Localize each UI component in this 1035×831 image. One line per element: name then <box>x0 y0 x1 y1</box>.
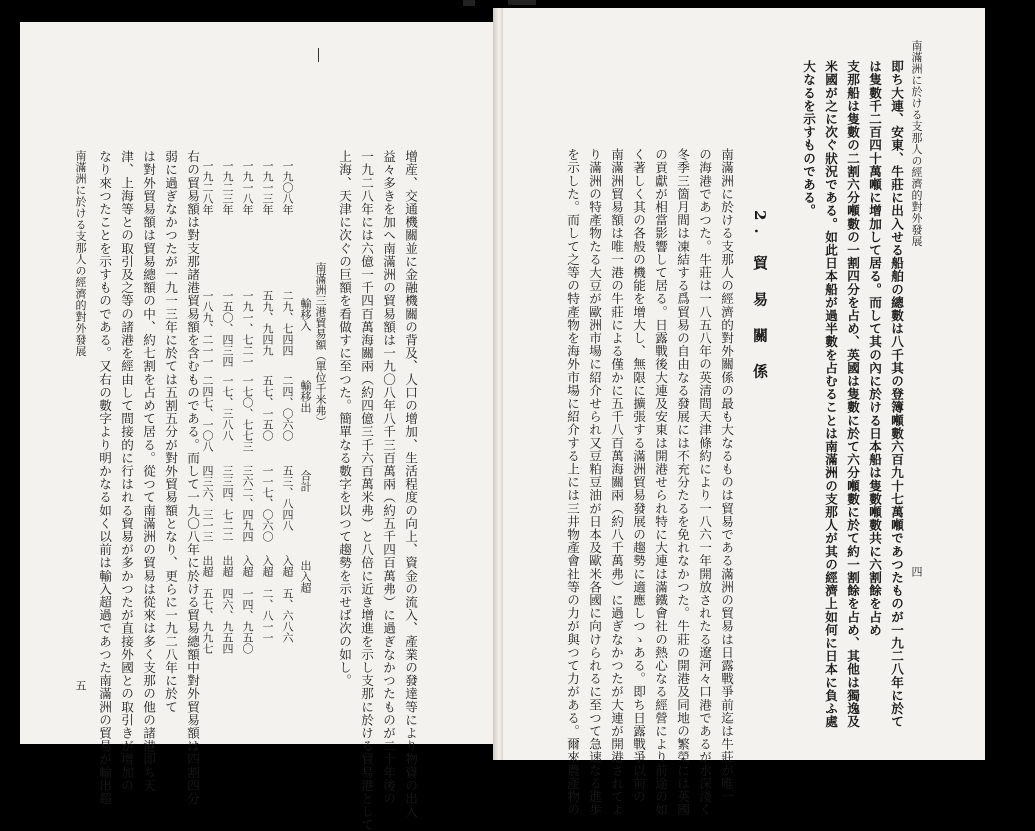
table-title: 南滿洲三港貿易額（單位千米弗） <box>314 262 327 427</box>
book-gutter <box>493 8 503 760</box>
table-cell-total: 四三六、三一三 <box>201 465 214 542</box>
paragraph-line: 右の貿易額は對支那諸港貿易額を含むものである。而して一九〇八年に於ける貿易總額中對外貿易額は四割四分 <box>185 150 200 805</box>
paragraph-line: の貢獻が相當影響して居る。日露戰後大連及安東は開港せられ特に大連は滿鐵會社の熱心なる經營により前途の如 <box>653 148 668 817</box>
paragraph-line: 增産、交通機關並に金融機關の背及、人口の增加、生活程度の向上、資金の流入、產業の發達等により物資の出入 <box>403 150 418 819</box>
table-cell-balance: 出超 五七、九九七 <box>201 555 214 654</box>
paragraph-line: 即ち大連、安東、牛莊に出入せる船舶の總數は八千其の登簿噸數六百九十七萬噸であつたものが一九二八年に於て <box>889 60 904 729</box>
paragraph-line: 米國が之に次ぐ狀況である。如此日本船が過半數を占むることは南滿洲の支那人が其の經濟上如何に日本に負ふ處 <box>823 60 838 729</box>
table-cell-balance: 入超 二、八一一 <box>261 555 274 643</box>
table-cell-imports: 一五〇、四三四 <box>221 290 234 367</box>
paragraph-line: の海港であつた。牛莊は一八五八年の英清間天津條約により一八六一年開放されたる遼河々口港であるが水深淺く <box>697 148 712 817</box>
page-footer: 南滿洲に於ける支那人の經濟的對外發展 <box>74 150 87 357</box>
paragraph-line: 支那船は隻數の二割六分噸數の一割四分を占め、英國は隻數に於て六分噸數に於て約一割餘を占め、其他は獨逸及 <box>845 60 860 729</box>
table-cell-balance: 出超 四六、九五四 <box>221 555 234 654</box>
table-cell-total: 三六二、四九四 <box>241 465 254 542</box>
margin-mark <box>318 48 319 62</box>
table-cell-exports: 二四七、一〇八 <box>201 375 214 452</box>
table-header-imports: 輸移入 <box>299 298 312 331</box>
table-cell-exports: 五七、一五〇 <box>261 375 274 441</box>
page-number: 四 <box>910 566 923 578</box>
paragraph-line: 南滿洲貿易額は唯一港の牛莊による僅かに五千八百萬海關兩（約八千萬弗）に過ぎなかつたが大連が開港されてよ <box>609 148 624 817</box>
left-page <box>20 22 498 744</box>
table-cell-exports: 一七〇、七七三 <box>241 375 254 452</box>
table-cell-imports: 五九、九四九 <box>261 290 274 356</box>
section-title: 2. 貿 易 關 係 <box>751 210 769 387</box>
paragraph-line: 益々多きを加へ南滿洲の貿易額は一九〇八年八千三百萬兩（約五千四百萬弗）に過ぎなかつたものが二十年後の <box>381 150 396 805</box>
table-cell-imports: 二九、七四四 <box>281 290 294 356</box>
paragraph-line: 一九二八年には六億一千四百萬海關兩（約四億三千六百萬米弗）と八倍に近き增進を示し支那に於ける貿易港として <box>359 150 374 831</box>
paragraph-line: 津、上海等との取引及之等の諸港を經由して間接的に行はれる貿易が多かつたが直接外國との取引きが增加の <box>119 150 134 792</box>
page-number: 五 <box>74 680 87 692</box>
paragraph-line: は隻數千二百四十萬噸に增加して居る。而して其の內に於ける日本船は隻數噸數共に六割餘を占め <box>867 60 882 637</box>
table-cell-year: 一九二三年 <box>221 160 234 215</box>
table-cell-total: 一一七、〇六〇 <box>261 465 274 542</box>
scan-speck <box>463 0 475 6</box>
paragraph-line: 上海、天津に次ぐの巨額を看做すに至つた。簡單なる數字を以つて趨勢を示せば次の如し。 <box>337 150 352 688</box>
table-cell-year: 一九一三年 <box>261 160 274 215</box>
table-cell-exports: 一七、三八八 <box>221 375 234 441</box>
table-cell-balance: 入超 一四、九五〇 <box>241 555 254 654</box>
table-cell-total: 三三四、七二二 <box>221 465 234 542</box>
paragraph-line: 南滿洲に於ける支那人の經濟的對外關係の最も大なるものは貿易である滿洲の貿易は日露戰爭前迄は牛莊が唯一 <box>719 148 734 803</box>
paragraph-line: なり來つたことを示すものである。又右の數字より明かなる如く以前は輸入超過であつた南滿洲の貿易が輸出超 <box>97 150 112 805</box>
scan-speck <box>508 0 536 5</box>
table-cell-year: 一九〇八年 <box>281 160 294 215</box>
table-cell-year: 一九一八年 <box>241 160 254 215</box>
paragraph-line: を示した。而して之等の特產物を海外市場に紹介する上には三井物產會社等の力が與つて力がある。爾來農產物の <box>565 148 580 817</box>
paragraph-line: は對外貿易額は貿易總額の中、約七割を占めて居る。從つて南滿洲の貿易は從來は多く支那の他の諸港即ち天 <box>141 150 156 792</box>
table-cell-imports: 一八九、二一一 <box>201 290 214 367</box>
page-header: 南滿洲に於ける支那人の經濟的對外發展 <box>910 40 923 247</box>
paragraph-line: 冬季三箇月間は凍結する爲貿易の自由なる發展には不充分たるを免れなかつた。牛莊の開港及同地の繁榮には英國 <box>675 148 690 817</box>
table-cell-exports: 二四、〇六〇 <box>281 375 294 441</box>
paragraph-line: 弱に過ぎなかつたが一九一三年に於ては五割五分が對外貿易額となり、更らに一九二八年に於て <box>163 150 178 714</box>
table-header-total: 合計 <box>299 470 312 492</box>
table-cell-year: 一九二八年 <box>201 160 214 215</box>
paragraph-line: り滿洲の特產物たる大豆が歐洲市場に紹介せられ又豆粕豆油が日本及歐米各國に向けられるに至つて急速なる進歩 <box>587 148 602 817</box>
table-cell-imports: 一九一、七二一 <box>241 290 254 367</box>
table-cell-balance: 入超 五、六八六 <box>281 555 294 643</box>
table-header-balance: 出入超 <box>299 560 312 593</box>
table-header-exports: 輸移出 <box>299 380 312 413</box>
paragraph-line: 大なるを示すものである。 <box>801 60 816 218</box>
table-cell-total: 五三、八四八 <box>281 465 294 531</box>
paragraph-line: く著しく其の各般の機能を增大し、無限に擴張する滿洲貿易發展の趨勢に適應しつゝある。即ち日露戰爭以前の <box>631 148 646 803</box>
